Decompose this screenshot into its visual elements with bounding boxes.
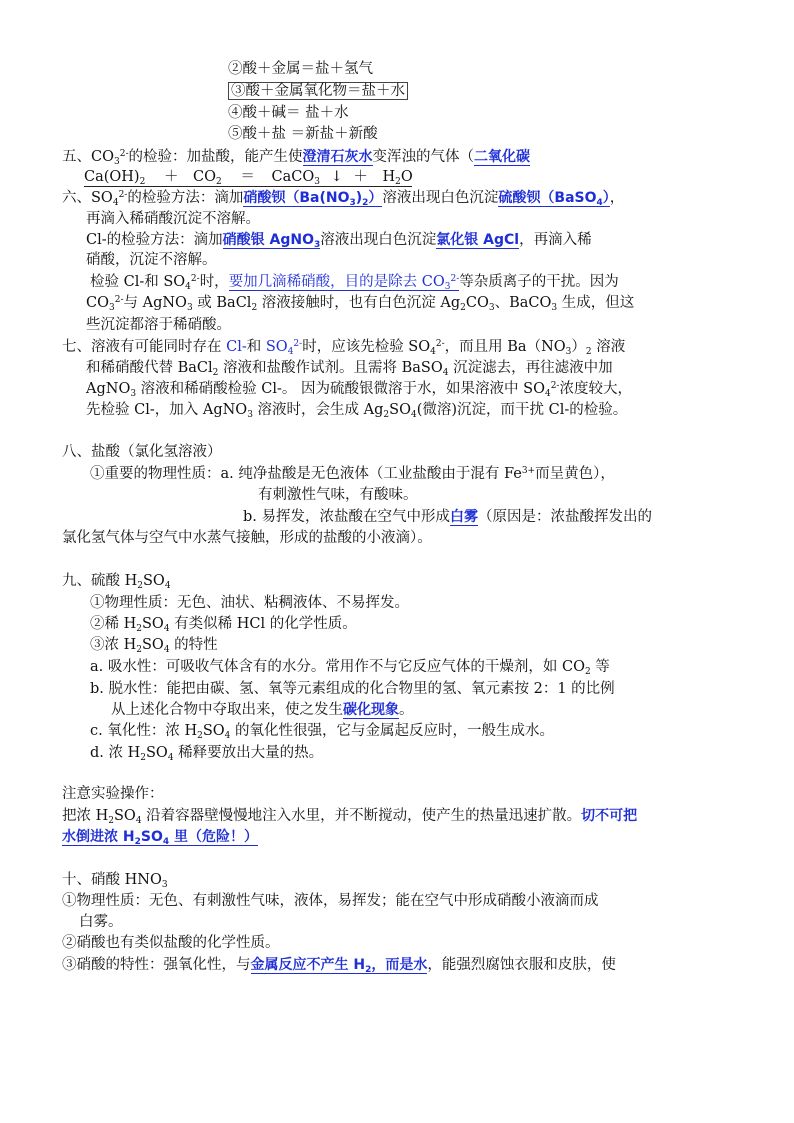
warning-text-1: 切不可把 xyxy=(581,808,638,824)
sulfuric-physical: ①物理性质：无色、油状、粘稠液体、不易挥发。 xyxy=(90,595,409,611)
keyword-carbonization: 碳化现象 xyxy=(343,702,399,718)
keyword-barium-nitrate: 硝酸钡$(Ba(NO_3)_2)$ xyxy=(243,190,383,208)
test-note-line-2: $CO_3^{2-}$与 AgNO$_3$ 或 BaCl$_2$ 溶液接触时，也有白色沉淀 $Ag_2CO_3$、BaCO$_3$ 生成，但这 xyxy=(86,295,635,313)
hcl-property-a-1: ①重要的物理性质：a. 纯净盐酸是无色液体（工业盐酸由于混有 $Fe^{3+}$而呈黄色）， xyxy=(90,466,615,482)
nitric-physical-1: ①物理性质：无色、有刺激性气味，液体，易挥发；能在空气中形成硝酸小液滴而成 xyxy=(62,893,599,909)
section-7-line-3: AgNO$_3$ 溶液和稀硝酸检验 Cl-。 因为硫酸银微溶于水，如果溶液中 $SO_4^{2-}$浓度较大， xyxy=(86,381,632,399)
keyword-no-hydrogen: 金属反应不产生 $H_2$，而是水 xyxy=(250,957,428,975)
sulfuric-oxidizing: c. 氧化性：浓 $H_2SO_4$ 的氧化性很强，它与金属起反应时，一般生成水。 xyxy=(90,723,554,741)
test-note-line-1: 检验 Cl-和 $SO_4^{2-}$时，要加几滴稀硝酸，目的是除去 $CO_3^{2-}$等杂质离子的干扰。因为 xyxy=(90,274,619,292)
hcl-property-b-1: b. 易挥发，浓盐酸在空气中形成白雾（原因是：浓盐酸挥发出的 xyxy=(243,509,652,525)
hcl-property-b-2: 氯化氢气体与空气中水蒸气接触，形成的盐酸的小液滴）。 xyxy=(62,530,432,546)
acid-property-3-text: ③酸＋金属氧化物＝盐＋水 xyxy=(228,82,408,100)
section-6-line-1: 六、$SO_4^{2-}$的检验方法：滴加硝酸钡$(Ba(NO_3)_2)$溶液出现白色沉淀硫酸钡（BaSO$_4$）， xyxy=(62,190,625,208)
section-7-line-4: 先检验 Cl-，加入 AgNO$_3$ 溶液时，会生成 $Ag_2SO_4$(微溶)沉淀，而干扰 Cl-的检验。 xyxy=(86,402,628,420)
acid-property-2: ②酸＋金属＝盐＋氢气 xyxy=(228,61,373,77)
nitric-acid-note: 要加几滴稀硝酸，目的是除去 $CO_3^{2-}$ xyxy=(228,274,460,292)
note-line-1: 把浓 $H_2SO_4$ 沿着容器壁慢慢地注入水里，并不断搅动，使产生的热量迅速扩散。切不可把 xyxy=(62,808,638,826)
section-5-equation: $Ca(OH)_2 + CO_2$ ＝ CaCO$_3$ ↓ ＋ $H_2O$ xyxy=(84,169,413,187)
sulfuric-hygroscopic: a. 吸水性：可吸收气体含有的水分。常用作不与它反应气体的干燥剂，如 $CO_2$ 等 xyxy=(90,659,610,677)
section-5-line: 五、$CO_3^{2-}$的检验：加盐酸，能产生使澄清石灰水变浑浊的气体（二氧化碳 xyxy=(62,149,530,167)
keyword-barium-sulfate: 硫酸钡（BaSO$_4$） xyxy=(498,190,610,208)
section-6-line-2: 再滴入稀硝酸沉淀不溶解。 xyxy=(86,211,260,227)
nitric-chemical: ②硝酸也有类似盐酸的化学性质。 xyxy=(62,935,280,951)
sulfuric-dehydration-1: b. 脱水性：能把由碳、氢、氧等元素组成的化合物里的氢、氧元素按 2：1 的比例 xyxy=(90,681,615,697)
chloride-test-line-2: 硝酸，沉淀不溶解。 xyxy=(86,252,217,268)
section-8-heading: 八、盐酸（氯化氢溶液） xyxy=(62,444,222,460)
acid-property-5: ⑤酸＋盐 ＝新盐＋新酸 xyxy=(228,126,378,142)
acid-property-3 xyxy=(228,81,408,101)
section-7-line-1: 七、溶液有可能同时存在 Cl-和 $SO_4^{2-}$时，应该先检验 $SO_4^{2-}$，而且用 $Ba(NO_3)_2$ 溶液 xyxy=(62,339,626,357)
hcl-property-a-2: 有刺激性气味，有酸味。 xyxy=(258,487,418,503)
warning-text-2: 水倒进浓 $H_2SO_4$ 里（危险！） xyxy=(62,829,258,847)
chloride-test-line-1: Cl-的检验方法：滴加硝酸银 AgNO$_3$溶液出现白色沉淀氯化银 AgCl，再滴入稀 xyxy=(86,232,592,250)
test-note-line-3: 些沉淀都溶于稀硝酸。 xyxy=(86,317,231,333)
nitric-characteristic: ③硝酸的特性：强氧化性，与金属反应不产生 $H_2$，而是水，能强烈腐蚀衣服和皮肤，使 xyxy=(62,957,616,975)
note-heading: 注意实验操作： xyxy=(62,786,164,802)
keyword-carbon-dioxide: 二氧化碳 xyxy=(474,149,530,165)
acid-property-4: ④酸＋碱＝ 盐＋水 xyxy=(228,105,349,121)
nitric-physical-2: 白雾。 xyxy=(79,914,123,930)
sulfuric-dehydration-2: 从上述化合物中夺取出来，使之发生碳化现象。 xyxy=(111,702,414,718)
keyword-silver-nitrate: 硝酸银 AgNO$_3$ xyxy=(222,232,321,250)
sulfuric-dilution-heat: d. 浓 $H_2SO_4$ 稀释要放出大量的热。 xyxy=(90,745,324,763)
sulfate-ion-ref: $SO_4^{2-}$ xyxy=(265,339,303,357)
keyword-limewater: 澄清石灰水 xyxy=(302,149,373,165)
sulfuric-dilute: ②稀 $H_2SO_4$ 有类似稀 HCl 的化学性质。 xyxy=(90,616,357,634)
note-line-2 xyxy=(62,827,258,847)
section-9-heading: 九、硫酸 $H_2SO_4$ xyxy=(62,573,171,591)
sulfuric-concentrated: ③浓 $H_2SO_4$ 的特性 xyxy=(90,637,218,655)
section-7-line-2: 和稀硝酸代替 BaCl$_2$ 溶液和盐酸作试剂。且需将 BaSO$_4$ 沉淀滤去，再往滤液中加 xyxy=(86,360,613,378)
keyword-silver-chloride: 氯化银 AgCl xyxy=(436,232,520,248)
section-10-heading: 十、硝酸 $HNO_3$ xyxy=(62,872,168,890)
keyword-white-fog: 白雾 xyxy=(450,509,478,525)
